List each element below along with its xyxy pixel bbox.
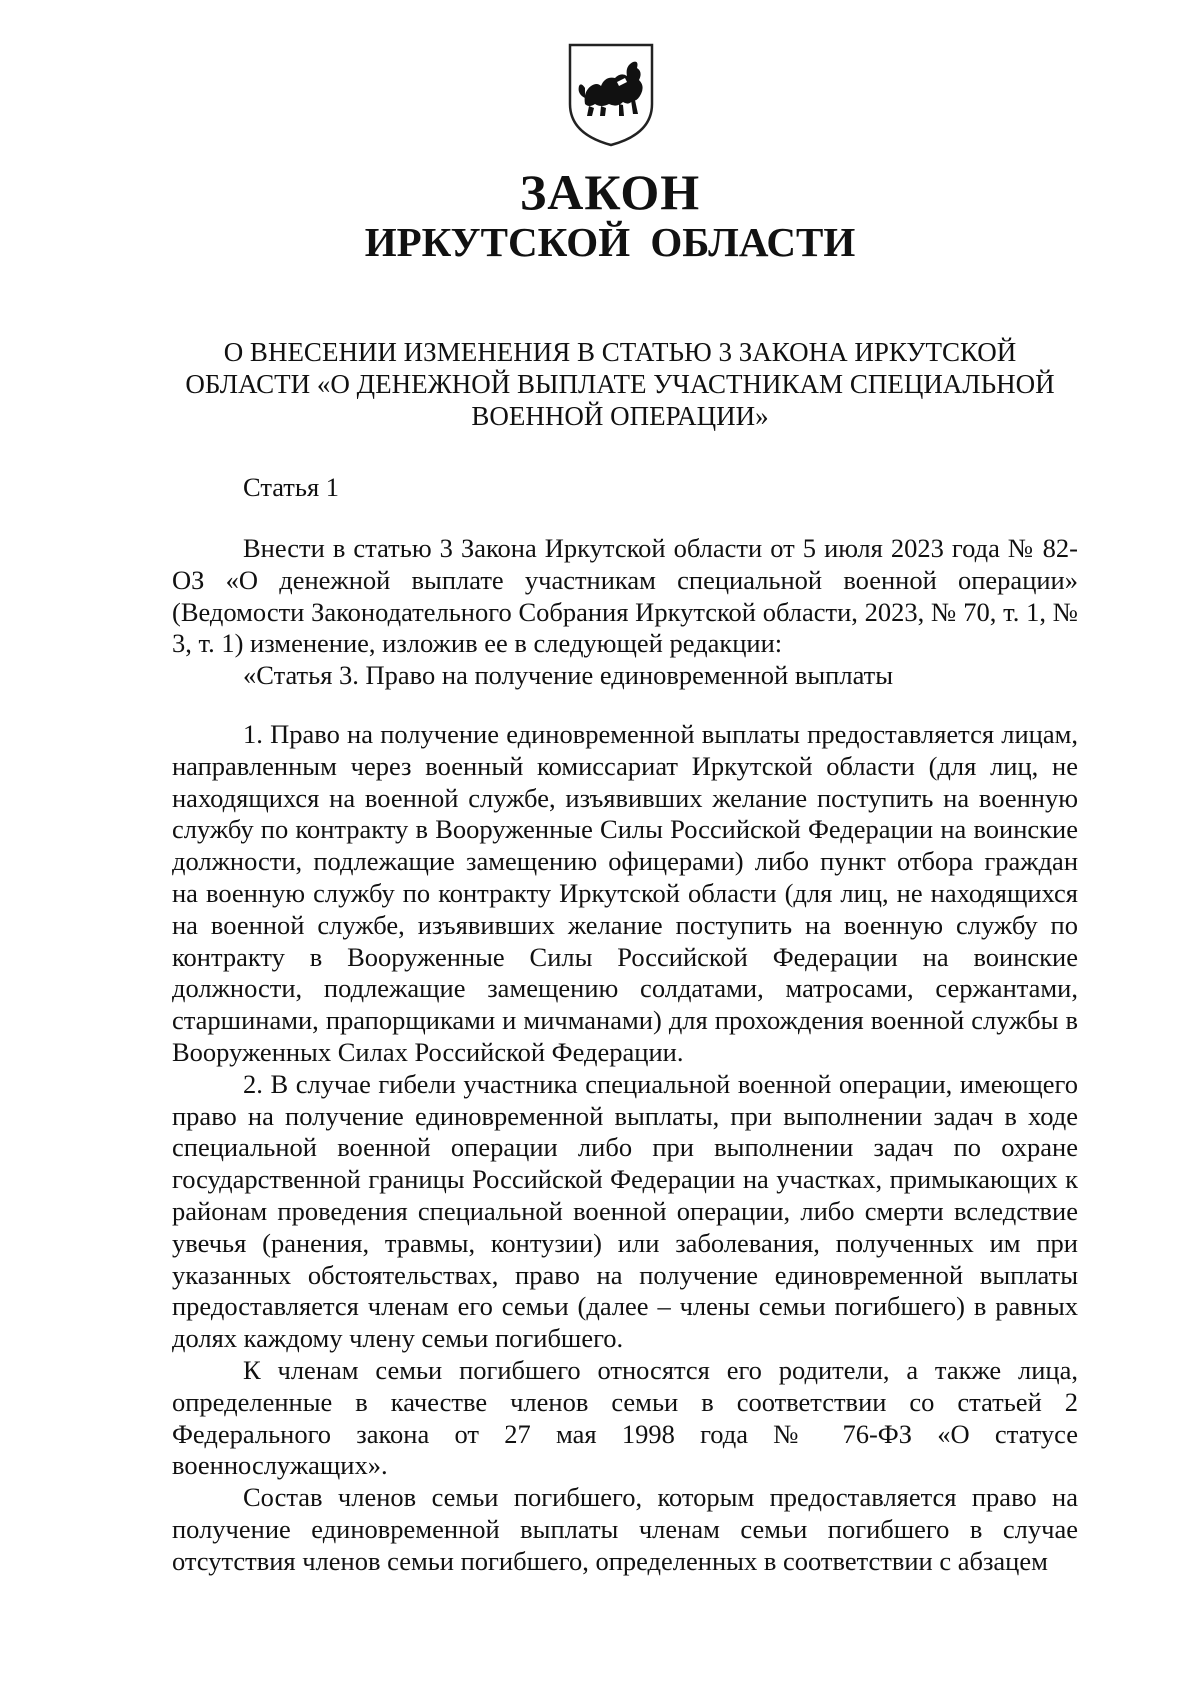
- paragraph-family-members: К членам семьи погибшего относятся его родители, а также лица, определенные в качестве членов семьи в соответствии со статьей 2 Федерального закона от 27 мая 1998 года № 76-ФЗ «О статусе военнослужащих».: [172, 1354, 1078, 1481]
- quoted-article-heading: «Статья 3. Право на получение единовременной выплаты: [243, 660, 894, 691]
- document-title-region: ИРКУТСКОЙ ОБЛАСТИ: [364, 219, 856, 265]
- law-subtitle-line: ОБЛАСТИ «О ДЕНЕЖНОЙ ВЫПЛАТЕ УЧАСТНИКАМ СПЕЦИАЛЬНОЙ: [185, 369, 1055, 399]
- paragraph-item-1: 1. Право на получение единовременной выплаты предоставляется лицам, направленным через военный комиссариат Иркутской области (для лиц, не находящихся на военной службе, изъявивших желание поступить на военную службу по контракту в Вооруженные Силы Российской Федерации на воинские должности, подлежащие замещению офицерами) либо пункт отбора граждан на военную службу по контракту Иркутской области (для лиц, не находящихся на военной службе, изъявивших желание поступить на военную службу по контракту в Вооруженные Силы Российской Федерации на воинские должности, подлежащие замещению солдатами, матросами, сержантами, старшинами, прапорщиками и мичманами) для прохождения военной службы в Вооруженных Силах Российской Федерации.: [172, 718, 1078, 1067]
- article-intro-paragraph: Внести в статью 3 Закона Иркутской области от 5 июля 2023 года № 82-ОЗ «О денежной выплате участникам специальной военной операции» (Ведомости Законодательного Собрания Иркутской области, 2023, № 70, т. 1, № 3, т. 1) изменение, изложив ее в следующей редакции:: [172, 533, 1078, 659]
- document-title-law: ЗАКОН: [519, 164, 701, 220]
- article-body: [172, 533, 1078, 1578]
- law-subtitle-line: ВОЕННОЙ ОПЕРАЦИИ»: [471, 401, 769, 431]
- paragraph-family-composition: Состав членов семьи погибшего, которым предоставляется право на получение единовременной выплаты членам семьи погибшего в случае отсутствия членов семьи погибшего, определенных в соответствии с абзацем: [172, 1482, 1078, 1576]
- article-label: Статья 1: [243, 472, 340, 502]
- paragraph-item-2: 2. В случае гибели участника специальной военной операции, имеющего право на получение единовременной выплаты, при выполнении задач в ходе специальной военной операции либо при выполнении задач по охране государственной границы Российской Федерации на участках, примыкающих к районам проведения специальной военной операции, либо смерти вследствие увечья (ранения, травмы, контузии) или заболевания, полученных им при указанных обстоятельствах, право на получение единовременной выплаты предоставляется членам его семьи (далее – члены семьи погибшего) в равных долях каждому члену семьи погибшего.: [172, 1068, 1078, 1354]
- coat-of-arms-emblem: [567, 42, 655, 148]
- law-subtitle-line: О ВНЕСЕНИИ ИЗМЕНЕНИЯ В СТАТЬЮ 3 ЗАКОНА ИРКУТСКОЙ: [223, 337, 1017, 367]
- law-subtitle: [160, 336, 1080, 432]
- coat-of-arms-icon: [567, 42, 655, 148]
